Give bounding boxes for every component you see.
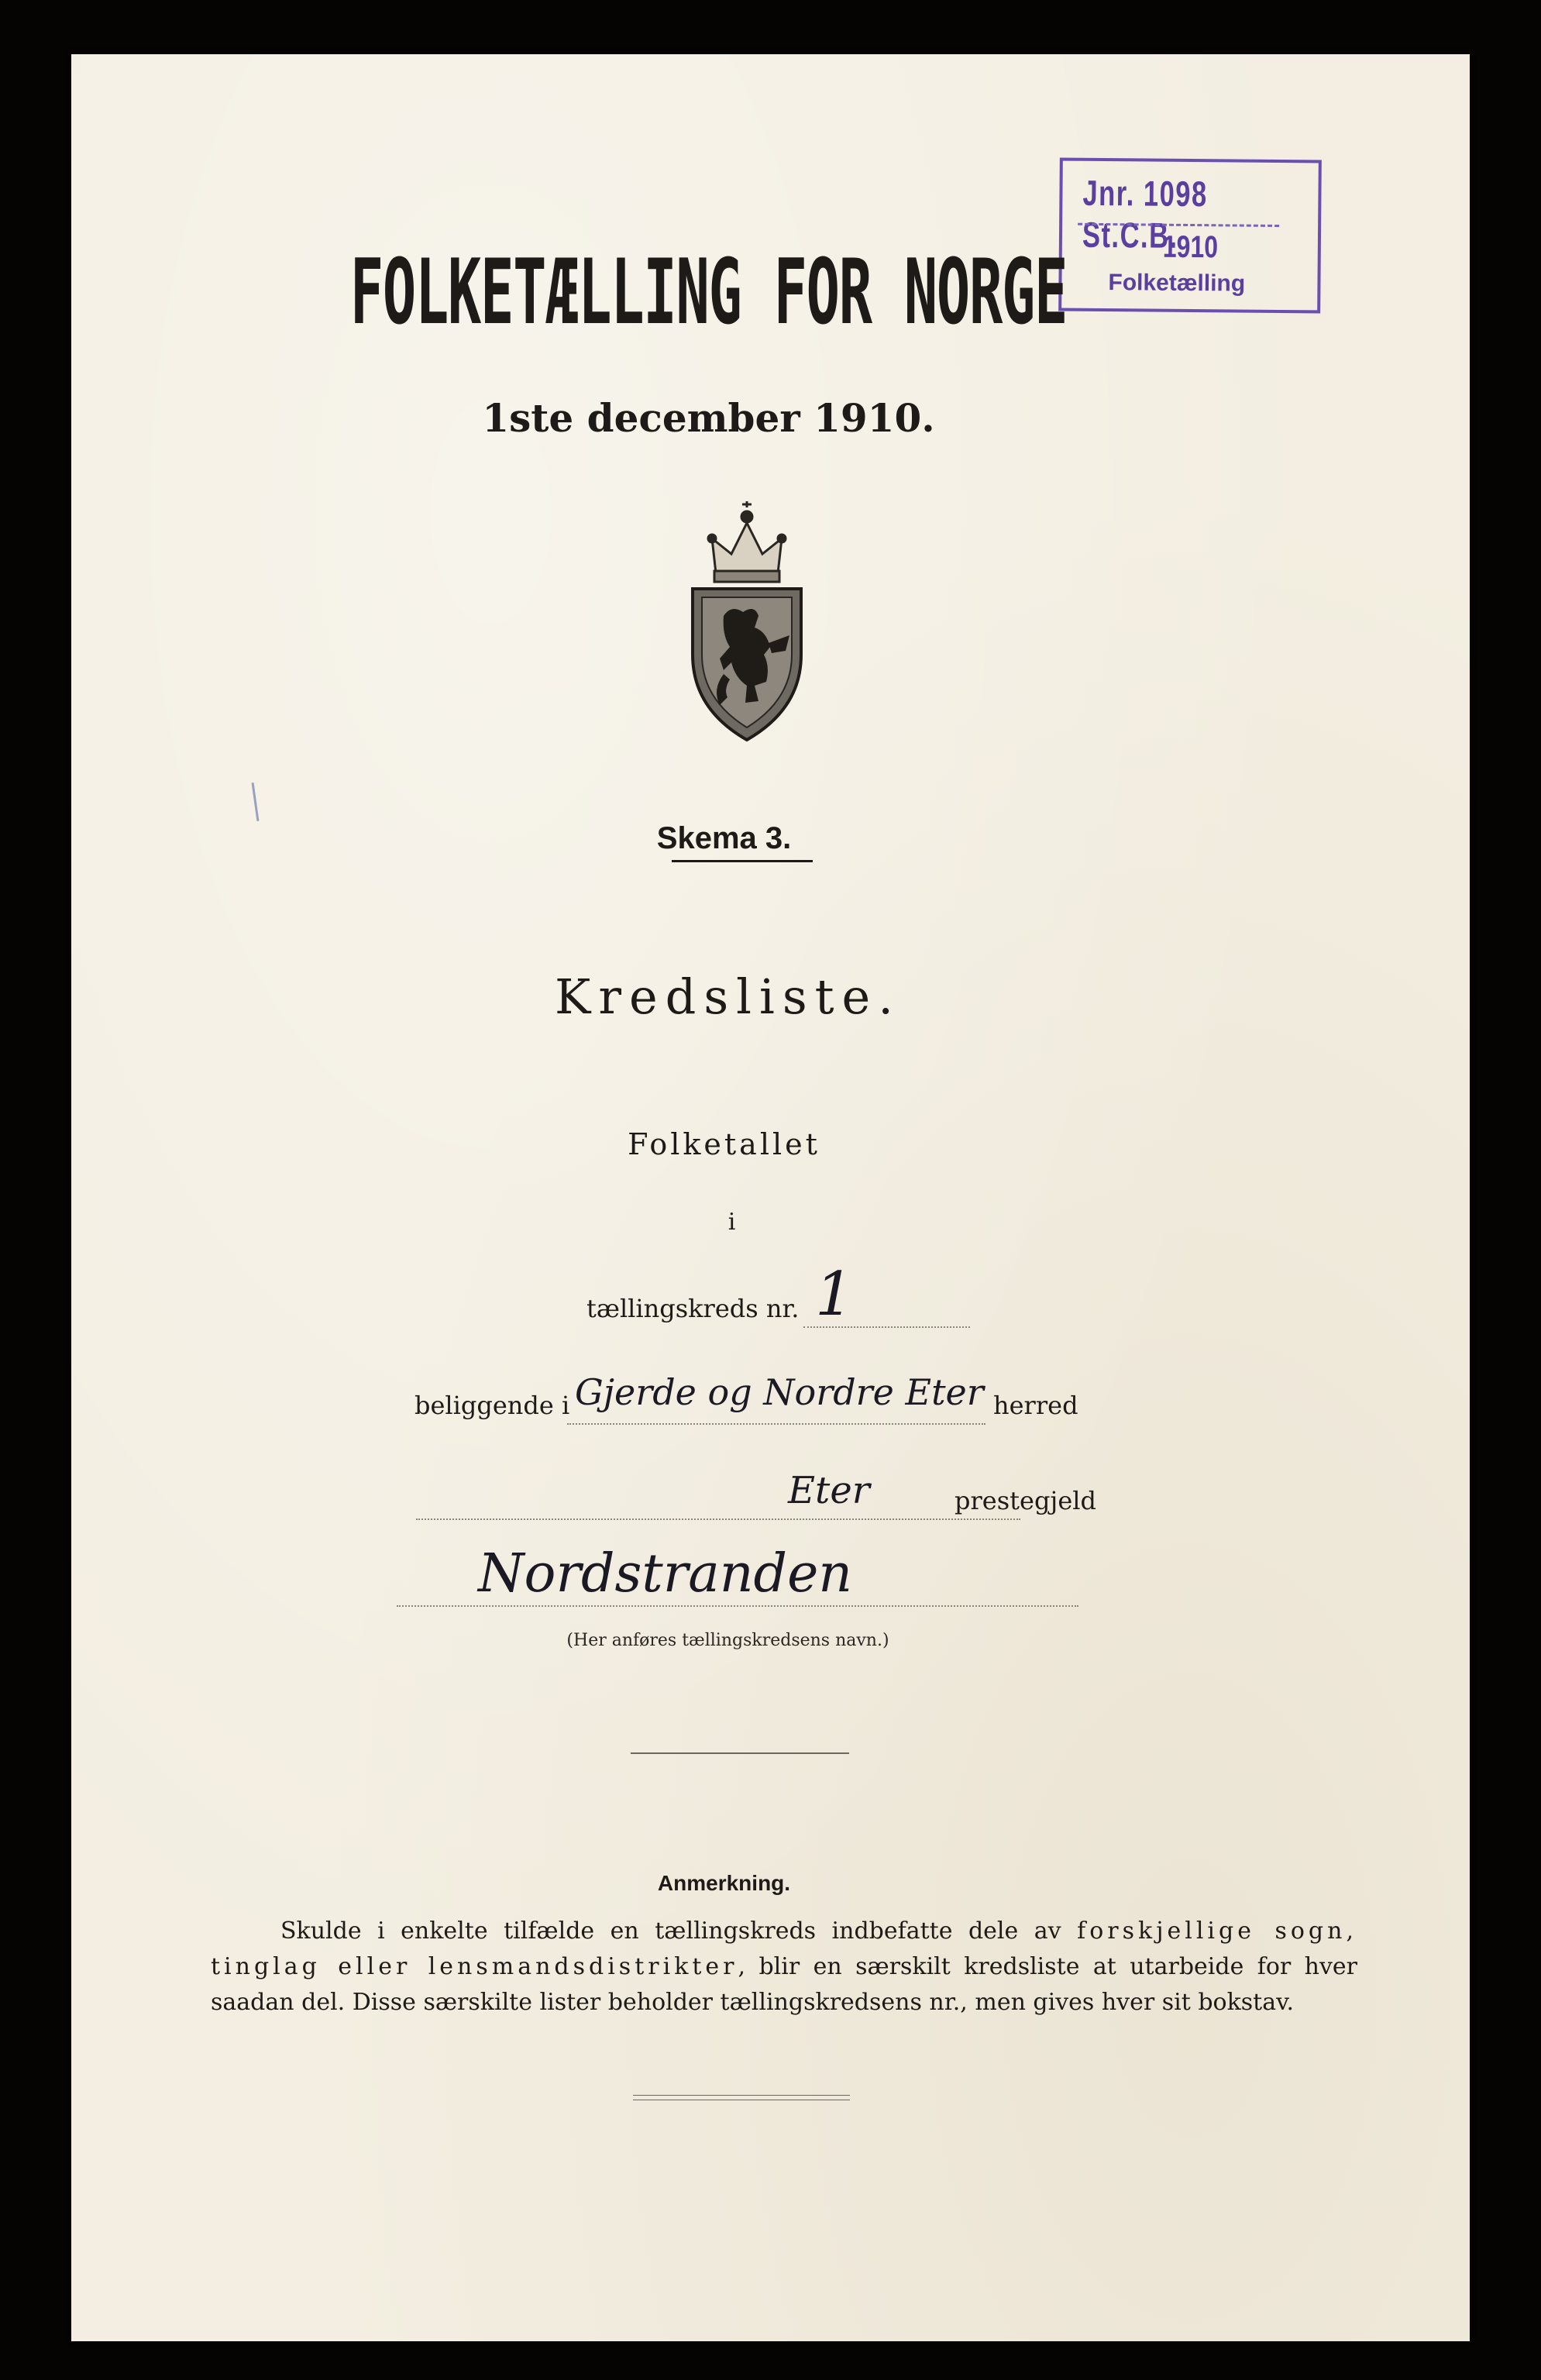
- divider-line: [631, 1752, 849, 1754]
- census-form-page: [71, 54, 1470, 2341]
- prestegjeld-handwritten: Eter: [788, 1469, 870, 1512]
- document-title: FOLKETÆLLING FOR NORGE: [349, 240, 1068, 345]
- district-name-caption: (Her anføres tællingskredsens navn.): [566, 1631, 889, 1650]
- census-district-label: tællingskreds nr.: [586, 1294, 800, 1323]
- form-heading: Kredsliste.: [555, 968, 901, 1025]
- note-text: [211, 1914, 1357, 2021]
- stamp-year: 1910: [1162, 229, 1219, 265]
- note-text-part-1: Skulde i enkelte tilfælde en tællingskreds indbefatte dele av: [280, 1917, 1078, 1945]
- district-name-field-line: [397, 1605, 1078, 1607]
- coat-of-arms-icon: [677, 500, 817, 748]
- schema-underline: [672, 860, 813, 862]
- census-date: 1ste december 1910.: [482, 395, 935, 441]
- located-in-label: beliggende i: [414, 1391, 570, 1420]
- preposition-i: i: [728, 1209, 736, 1236]
- prestegjeld-field-line: [416, 1518, 1020, 1520]
- note-title: Anmerkning.: [657, 1871, 791, 1895]
- prestegjeld-label: prestegjeld: [955, 1486, 1096, 1515]
- herred-field-line: [567, 1423, 985, 1425]
- ink-mark: [252, 782, 260, 821]
- note-text-part-2: forskjellige sogn, tinglag eller lensmandsdistrikter: [211, 1917, 1357, 1980]
- bottom-divider-1: [633, 2095, 850, 2096]
- district-name-handwritten: Nordstranden: [478, 1543, 853, 1604]
- note-text-part-3: , blir en særskilt kredsliste at utarbeide for hver saadan del. Disse særskilte lister beholder tællingskredsens nr., men gives hver sit bokstav.: [211, 1953, 1357, 2016]
- herred-handwritten: Gjerde og Nordre Eter: [575, 1371, 984, 1413]
- census-district-number: 1: [815, 1260, 854, 1329]
- population-label: Folketallet: [628, 1127, 820, 1161]
- stamp-journal-number: Jnr. 1098 St.C.B.: [1082, 172, 1208, 256]
- stamp-department: Folketælling: [1108, 270, 1246, 297]
- schema-label: Skema 3.: [656, 821, 792, 855]
- herred-label: herred: [993, 1391, 1078, 1420]
